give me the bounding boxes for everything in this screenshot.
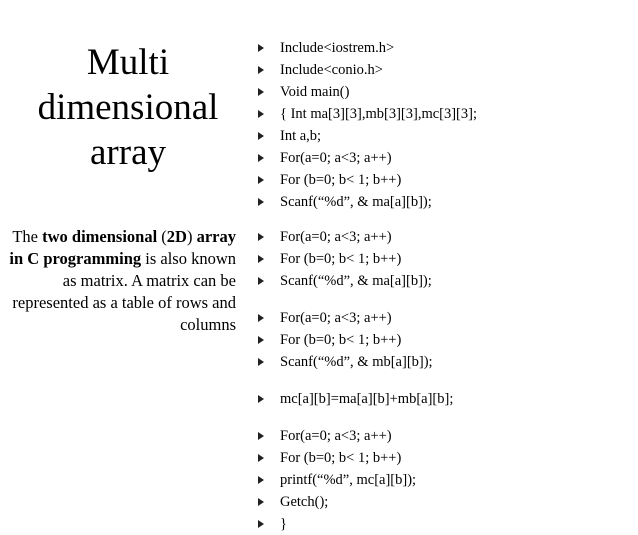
code-line <box>258 329 634 351</box>
code-line-text: Scanf(“%d”, & ma[a][b]); <box>280 273 432 289</box>
bullet-arrow-icon <box>258 88 264 96</box>
bullet-arrow-icon <box>258 154 264 162</box>
bullet-arrow-icon <box>258 44 264 52</box>
code-line <box>258 469 634 491</box>
desc-part-3: ) <box>186 227 197 246</box>
code-line-text: For(a=0; a<3; a++) <box>280 428 392 444</box>
code-line-text: Include<conio.h> <box>280 62 383 78</box>
code-line <box>258 103 634 125</box>
code-line <box>258 447 634 469</box>
code-line <box>258 37 634 59</box>
code-line-text: For(a=0; a<3; a++) <box>280 150 392 166</box>
bullet-arrow-icon <box>258 176 264 184</box>
bullet-arrow-icon <box>258 66 264 74</box>
desc-bold-two-dimensional: two dimensional <box>42 227 158 246</box>
code-line <box>258 226 634 248</box>
code-list <box>258 37 634 535</box>
code-line <box>258 191 634 213</box>
code-line-text: Scanf(“%d”, & ma[a][b]); <box>280 194 432 210</box>
title-line-3: array <box>90 132 166 173</box>
bullet-arrow-icon <box>258 336 264 344</box>
code-line-text: Int a,b; <box>280 128 322 144</box>
code-line-text: Getch(); <box>280 494 329 510</box>
bullet-arrow-icon <box>258 520 264 528</box>
bullet-arrow-icon <box>258 277 264 285</box>
code-line-text: mc[a][b]=ma[a][b]+mb[a][b]; <box>280 391 454 407</box>
code-line-text: For (b=0; b< 1; b++) <box>280 172 402 188</box>
desc-bold-2d: 2D <box>166 227 187 246</box>
slide-title <box>24 40 232 175</box>
code-line <box>258 388 634 410</box>
code-line-text: For(a=0; a<3; a++) <box>280 310 392 326</box>
code-line <box>258 248 634 270</box>
bullet-arrow-icon <box>258 476 264 484</box>
description-text <box>4 226 236 336</box>
bullet-arrow-icon <box>258 432 264 440</box>
desc-part-2: ( <box>157 227 167 246</box>
bullet-arrow-icon <box>258 395 264 403</box>
code-line-text: Void main() <box>280 84 350 100</box>
code-line <box>258 351 634 373</box>
code-line <box>258 81 634 103</box>
code-line <box>258 270 634 292</box>
desc-part-4: is also known as matrix. A matrix can be represented as a table of rows and columns <box>12 249 236 334</box>
bullet-arrow-icon <box>258 314 264 322</box>
desc-part-1: The <box>12 227 43 246</box>
code-line <box>258 513 634 535</box>
code-line <box>258 491 634 513</box>
bullet-arrow-icon <box>258 198 264 206</box>
bullet-arrow-icon <box>258 358 264 366</box>
title-line-2: dimensional <box>37 87 219 128</box>
code-line-text: For(a=0; a<3; a++) <box>280 229 392 245</box>
code-line-text: For (b=0; b< 1; b++) <box>280 332 402 348</box>
bullet-arrow-icon <box>258 110 264 118</box>
code-line-text: For (b=0; b< 1; b++) <box>280 251 402 267</box>
bullet-arrow-icon <box>258 255 264 263</box>
bullet-arrow-icon <box>258 132 264 140</box>
code-line <box>258 169 634 191</box>
bullet-arrow-icon <box>258 233 264 241</box>
code-line-text: { Int ma[3][3],mb[3][3],mc[3][3]; <box>280 106 477 122</box>
desc-bold-array-in-c: array in C programming <box>9 227 236 268</box>
code-line <box>258 59 634 81</box>
bullet-arrow-icon <box>258 454 264 462</box>
code-line-text: For (b=0; b< 1; b++) <box>280 450 402 466</box>
bullet-arrow-icon <box>258 498 264 506</box>
title-line-1: Multi <box>86 42 170 83</box>
code-line-text: } <box>280 516 287 532</box>
code-line-text: Scanf(“%d”, & mb[a][b]); <box>280 354 433 370</box>
code-line-text: Include<iostrem.h> <box>280 40 395 56</box>
code-line <box>258 425 634 447</box>
code-line-text: printf(“%d”, mc[a][b]); <box>280 472 417 488</box>
code-line <box>258 125 634 147</box>
code-line <box>258 147 634 169</box>
code-line <box>258 307 634 329</box>
